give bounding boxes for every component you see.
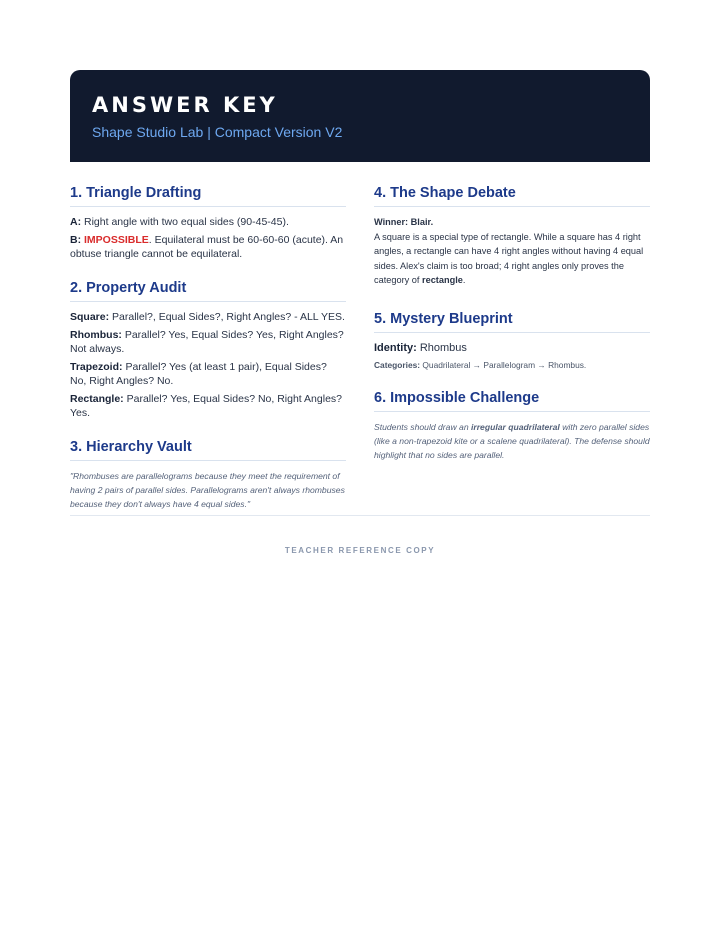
page-title: ANSWER KEY: [92, 93, 278, 117]
section-title: 2. Property Audit: [70, 279, 346, 302]
answer-a-label: A:: [70, 216, 82, 228]
impossible-flag: IMPOSSIBLE: [84, 234, 149, 246]
right-column: [374, 184, 650, 480]
audit-label: Square:: [70, 311, 110, 323]
section-title: 6. Impossible Challenge: [374, 389, 650, 412]
left-column: [70, 184, 346, 529]
identity-line: [374, 341, 650, 355]
challenge-pre: Students should draw an: [374, 421, 471, 432]
section-shape-debate: [374, 184, 650, 288]
audit-item: [70, 328, 346, 356]
debate-winner: [374, 215, 650, 230]
debate-keyword: rectangle: [422, 275, 463, 285]
answer-b-text: . Equilateral must be 60-60-60 (acute). An obtuse triangle cannot be equilateral.: [70, 234, 344, 260]
section-mystery-blueprint: [374, 310, 650, 371]
page-subtitle: Shape Studio Lab | Compact Version V2: [92, 124, 343, 140]
answer-a: [70, 215, 346, 229]
audit-item: [70, 360, 346, 388]
identity-label: Identity:: [374, 341, 417, 354]
challenge-text: [374, 420, 650, 462]
audit-text: Parallel? Yes, Equal Sides? No, Right Angles? Yes.: [70, 393, 343, 419]
section-title: 3. Hierarchy Vault: [70, 438, 346, 461]
section-title: 1. Triangle Drafting: [70, 184, 346, 207]
winner-text: Winner: Blair.: [374, 217, 434, 227]
audit-text: Parallel? Yes, Equal Sides? Yes, Right Angles? Not always.: [70, 329, 344, 355]
identity-value: Rhombus: [419, 341, 467, 354]
categories-label: Categories:: [374, 359, 421, 370]
divider: [70, 515, 650, 516]
section-hierarchy-vault: [70, 438, 346, 511]
footer-label: TEACHER REFERENCE COPY: [284, 546, 436, 555]
answer-a-text: Right angle with two equal sides (90-45-45).: [84, 216, 289, 228]
answer-b-label: B:: [70, 234, 82, 246]
audit-item: [70, 310, 346, 324]
debate-explanation: [374, 230, 650, 288]
challenge-keyword: irregular quadrilateral: [470, 421, 560, 432]
debate-end: .: [462, 275, 466, 285]
audit-label: Rectangle:: [70, 393, 124, 405]
answer-b: [70, 233, 346, 261]
section-impossible-challenge: [374, 389, 650, 462]
audit-label: Trapezoid:: [70, 361, 123, 373]
audit-text: Parallel?, Equal Sides?, Right Angles? - ALL YES.: [112, 311, 345, 323]
audit-item: [70, 392, 346, 420]
categories-line: [374, 359, 650, 371]
section-title: 5. Mystery Blueprint: [374, 310, 650, 333]
hierarchy-quote: "Rhombuses are parallelograms because they meet the requirement of having 2 pairs of parallel sides. Parallelograms aren't always rhombuses because they don't always have 4 equal sides.": [70, 471, 345, 509]
section-property-audit: [70, 279, 346, 420]
section-triangle-drafting: [70, 184, 346, 261]
section-title: 4. The Shape Debate: [374, 184, 650, 207]
answer-key-header: [70, 70, 650, 162]
challenge-post: with zero parallel sides (like a non-trapezoid kite or a scalene quadrilateral). The defense should highlight that no sides are parallel.: [374, 421, 650, 460]
categories-value: Quadrilateral → Parallelogram → Rhombus.: [422, 359, 587, 370]
audit-text: Parallel? Yes (at least 1 pair), Equal Sides? No, Right Angles? No.: [70, 361, 327, 387]
debate-text: A square is a special type of rectangle. While a square has 4 right angles, a rectangle can have 4 right angles without having 4 equal sides. Alex's claim is too broad; 4 right angles only proves the category of: [374, 231, 644, 285]
audit-label: Rhombus:: [70, 329, 122, 341]
